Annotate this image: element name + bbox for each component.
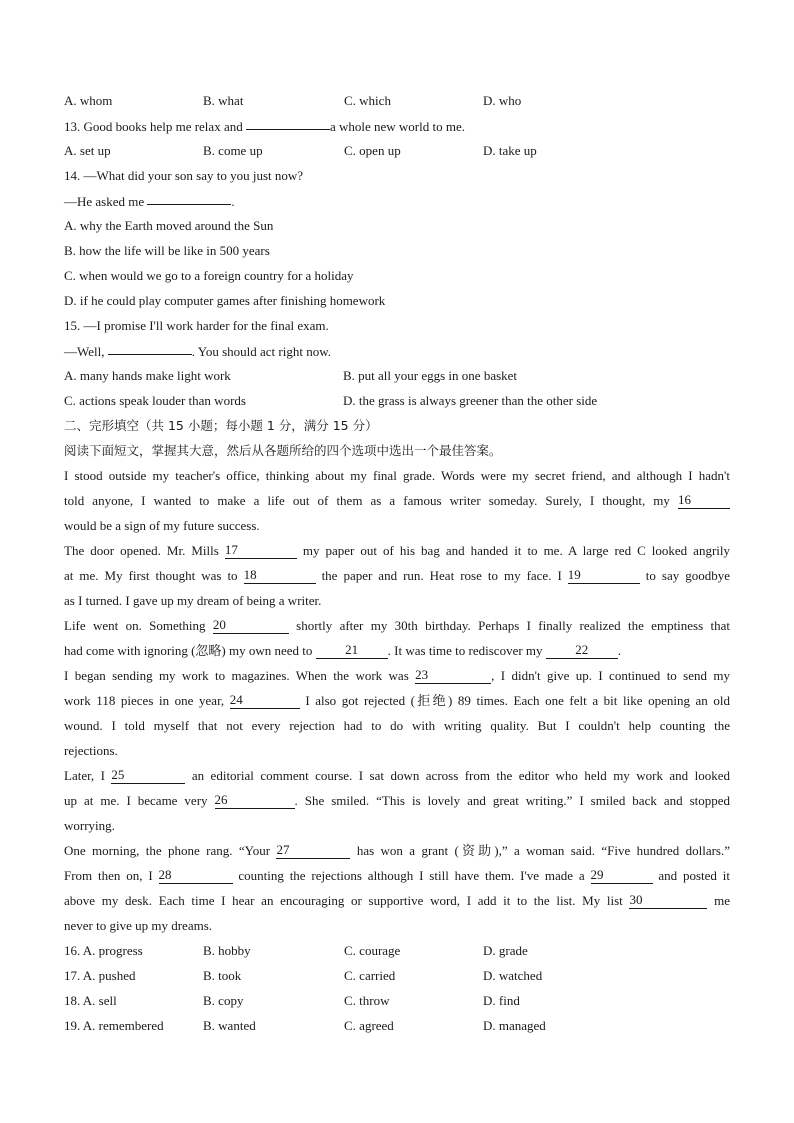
blank-30[interactable]: 30 [629, 892, 707, 909]
passage-text: . It was time to rediscover my [387, 643, 543, 658]
passage-text: From then on, I [64, 868, 153, 883]
q16-options [64, 938, 730, 963]
passage-text: I also got rejected (拒绝) 89 times. Each one felt a bit like opening an old [305, 693, 731, 708]
q13-stem-post: a whole new world to me. [329, 119, 465, 134]
q12-options [64, 88, 730, 113]
blank-26[interactable]: 26 [215, 792, 295, 809]
q13-option-b[interactable]: B. come up [203, 143, 263, 158]
q16-option-d[interactable]: D. grade [483, 943, 528, 958]
blank-27[interactable]: 27 [276, 842, 350, 859]
q19-options [64, 1013, 730, 1038]
passage-text: One morning, the phone rang. “Your [64, 843, 271, 858]
q13-stem-pre: 13. Good books help me relax and [64, 119, 246, 134]
passage-text: Life went on. Something [64, 618, 206, 633]
q12-option-d[interactable]: D. who [483, 93, 522, 108]
q19-option-c[interactable]: C. agreed [344, 1018, 394, 1033]
blank-18[interactable]: 18 [244, 567, 316, 584]
q19-option-b[interactable]: B. wanted [203, 1018, 256, 1033]
q13-options [64, 138, 730, 163]
blank-22[interactable]: 22 [546, 642, 618, 659]
q18-option-d[interactable]: D. find [483, 993, 520, 1008]
q14-option-d[interactable]: D. if he could play computer games after finishing homework [64, 293, 386, 308]
q19-option-a[interactable]: 19. A. remembered [64, 1018, 164, 1033]
blank-19[interactable]: 19 [568, 567, 640, 584]
q12-option-c[interactable]: C. which [344, 93, 391, 108]
q13-option-c[interactable]: C. open up [344, 143, 401, 158]
q12-option-b[interactable]: B. what [203, 93, 244, 108]
passage-text: the paper and run. Heat rose to my face. I [321, 568, 562, 583]
blank-28[interactable]: 28 [159, 867, 233, 884]
passage-text: and posted it [658, 868, 730, 883]
q15-answer-pre: —Well, [64, 344, 108, 359]
q15-option-c[interactable]: C. actions speak louder than words [64, 393, 246, 408]
passage-line: I stood outside my teacher's office, thinking about my final grade. Words were my secret friend, and although I hadn't [64, 468, 730, 483]
blank-21[interactable]: 21 [316, 642, 388, 659]
q13-option-d[interactable]: D. take up [483, 143, 537, 158]
passage-text: an editorial comment course. I sat down across from the editor who held my work and looked [191, 768, 731, 783]
passage-text: counting the rejections although I still have them. I've made a [238, 868, 585, 883]
q16-option-b[interactable]: B. hobby [203, 943, 251, 958]
passage-text: to say goodbye [645, 568, 731, 583]
passage-text: me [714, 893, 731, 908]
passage-line: would be a sign of my future success. [64, 518, 260, 533]
q16-option-a[interactable]: 16. A. progress [64, 943, 143, 958]
blank-20[interactable]: 20 [213, 617, 289, 634]
q14-option-c[interactable]: C. when would we go to a foreign country for a holiday [64, 268, 354, 283]
q17-option-d[interactable]: D. watched [483, 968, 543, 983]
passage-line [64, 863, 730, 888]
q14-answer-pre: —He asked me [64, 194, 148, 209]
passage-text: work 118 pieces in one year, [64, 693, 225, 708]
q14-answer-blank[interactable] [147, 188, 231, 205]
passage-line: never to give up my dreams. [64, 918, 213, 933]
q15-answer-blank[interactable] [108, 338, 192, 355]
passage-text: The door opened. Mr. Mills [64, 543, 219, 558]
passage-line [64, 563, 730, 588]
passage-line [64, 688, 730, 713]
passage-line: rejections. [64, 743, 118, 758]
q17-option-a[interactable]: 17. A. pushed [64, 968, 136, 983]
q15-option-d[interactable]: D. the grass is always greener than the other side [343, 393, 598, 408]
passage-line [64, 763, 730, 788]
passage-line [64, 663, 730, 688]
exam-page [64, 88, 730, 1038]
q13-answer-blank[interactable] [246, 113, 330, 130]
passage-text: above my desk. Each time I hear an encouraging or supportive word, I add it to the list. My list [64, 893, 623, 908]
passage-line [64, 488, 730, 513]
q15-option-b[interactable]: B. put all your eggs in one basket [343, 368, 518, 383]
passage-text: Later, I [64, 768, 105, 783]
blank-29[interactable]: 29 [591, 867, 653, 884]
passage-line [64, 838, 730, 863]
q15-options-row-1 [64, 363, 730, 388]
q15-options-row-2 [64, 388, 730, 413]
passage-line [64, 888, 730, 913]
section-title: 二、完形填空（共 15 小题；每小题 1 分，满分 15 分） [64, 418, 378, 433]
passage-line [64, 538, 730, 563]
q19-option-d[interactable]: D. managed [483, 1018, 546, 1033]
passage-text: . She smiled. “This is lovely and great writing.” I smiled back and stopped [294, 793, 731, 808]
q14-answer-post: . [231, 194, 235, 209]
q13-stem [64, 113, 730, 138]
q18-options [64, 988, 730, 1013]
q13-option-a[interactable]: A. set up [64, 143, 111, 158]
q12-option-a[interactable]: A. whom [64, 93, 113, 108]
passage-text: has won a grant (资助),” a woman said. “Five hundred dollars.” [356, 843, 731, 858]
q17-option-c[interactable]: C. carried [344, 968, 396, 983]
passage-line: as I turned. I gave up my dream of being a writer. [64, 593, 322, 608]
q14-option-a[interactable]: A. why the Earth moved around the Sun [64, 218, 274, 233]
passage-text: at me. My first thought was to [64, 568, 238, 583]
passage-line: worrying. [64, 818, 115, 833]
passage-line: wound. I told myself that not every rejection had to do with writing quality. But I couldn't help counting the [64, 718, 730, 733]
passage-text: shortly after my 30th birthday. Perhaps I finally realized the emptiness that [296, 618, 730, 633]
passage-line [64, 638, 730, 663]
section-instruction: 阅读下面短文，掌握其大意，然后从各题所给的四个选项中选出一个最佳答案。 [64, 443, 502, 458]
passage-text: my paper out of his bag and handed it to me. A large red C looked angrily [302, 543, 731, 558]
q18-option-a[interactable]: 18. A. sell [64, 993, 117, 1008]
passage-text: told anyone, I wanted to make a life out of them as a famous writer someday. Surely, I thought, my [64, 493, 670, 508]
blank-25[interactable]: 25 [111, 767, 185, 784]
q17-option-b[interactable]: B. took [203, 968, 242, 983]
q15-answer-post: . You should act right now. [191, 344, 332, 359]
blank-17[interactable]: 17 [225, 542, 297, 559]
passage-text: up at me. I became very [64, 793, 208, 808]
q16-option-c[interactable]: C. courage [344, 943, 401, 958]
passage-text: , I didn't give up. I continued to send my [491, 668, 730, 683]
q18-option-c[interactable]: C. throw [344, 993, 390, 1008]
q18-option-b[interactable]: B. copy [203, 993, 244, 1008]
q14-answer-line [64, 188, 730, 213]
q15-answer-line [64, 338, 730, 363]
q15-stem: 15. —I promise I'll work harder for the final exam. [64, 318, 329, 333]
blank-24[interactable]: 24 [230, 692, 300, 709]
passage-text: I began sending my work to magazines. When the work was [64, 668, 409, 683]
passage-line [64, 613, 730, 638]
q14-stem: 14. —What did your son say to you just now? [64, 168, 304, 183]
passage-text: had come with ignoring (忽略) my own need to [64, 643, 313, 658]
q17-options [64, 963, 730, 988]
blank-23[interactable]: 23 [415, 667, 491, 684]
passage-text: . [617, 643, 622, 658]
blank-16[interactable]: 16 [678, 492, 730, 509]
q14-option-b[interactable]: B. how the life will be like in 500 years [64, 243, 270, 258]
q15-option-a[interactable]: A. many hands make light work [64, 368, 231, 383]
passage-line [64, 788, 730, 813]
